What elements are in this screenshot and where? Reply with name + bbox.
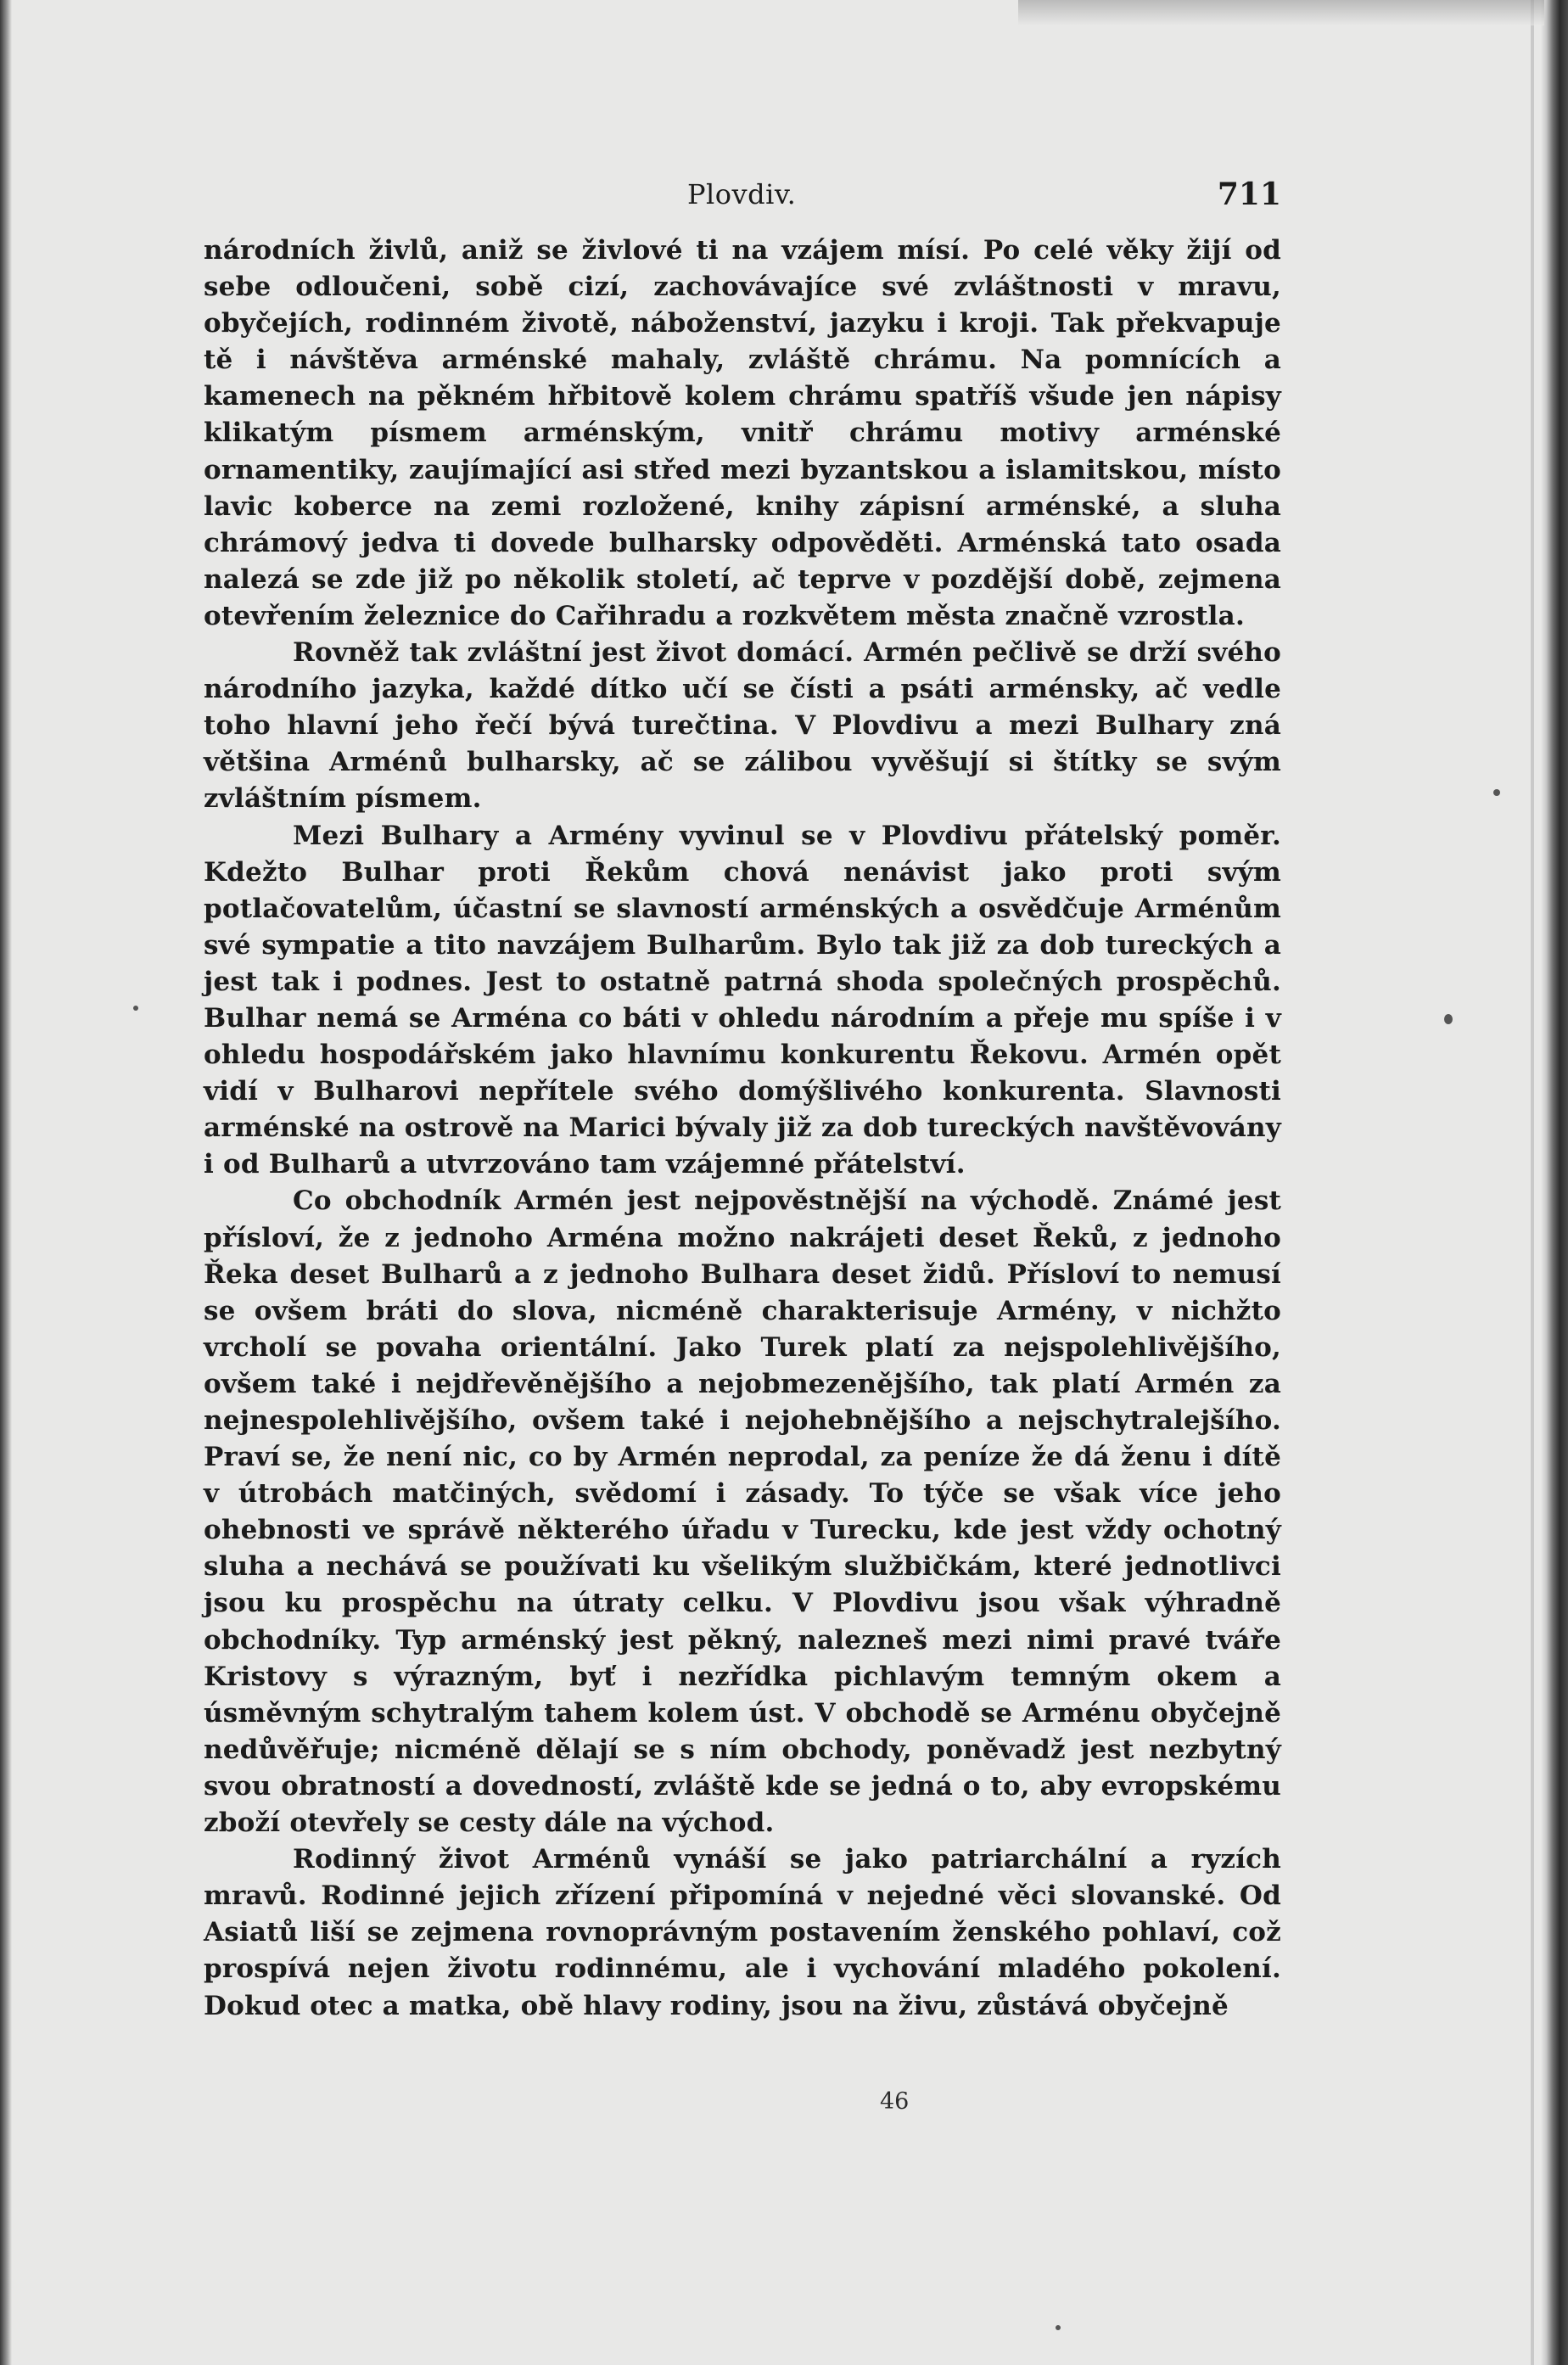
right-page-edge (1541, 0, 1568, 2365)
paragraph: Rovněž tak zvláštní jest život domácí. Armén pečlivě se drží svého národního jazyka, každé dítko učí se čísti a psáti arménsky, ač vedle toho hlavní jeho řečí bývá turečtina. V Plovdivu a mezi Bulhary zná většina Arménů bulharsky, ač se zálibou vyvěšují si štítky se svým zvláštním písmem. (204, 637, 1281, 815)
page-header (204, 170, 1281, 233)
paragraph: národních živlů, aniž se živlové ti na vzájem mísí. Po celé věky žijí od sebe odloučeni, sobě cizí, zachovávajíce své zvláštnosti v mravu, obyčejích, rodinném životě, náboženství, jazyku i kroji. Tak překvapuje tě i návštěva arménské mahaly, zvláště chrámu. Na pomnících a kamenech na pěkném hřbitově kolem chrámu spatříš všude jen nápisy klikatým písmem arménským, vnitř chrámu motivy arménské ornamentiky, zaujímající asi střed mezi byzantskou a islamitskou, místo lavic koberce na zemi rozložené, knihy zápisní arménské, a sluha chrámový jedva ti dovede bulharsky odpověděti. Arménská tato osada nalezá se zde již po několik století, ač teprve v pozdější době, zejmena otevřením železnice do Cařihradu a rozkvětem města značně vzrostla. (204, 235, 1281, 631)
paragraph: Rodinný život Arménů vynáší se jako patriarchální a ryzích mravů. Rodinné jejich zřízení připomíná v nejedné věci slovanské. Od Asiatů liší se zejmena rovnoprávným postavením ženského pohlaví, což prospívá nejen životu rodinnému, ale i vychování mladého pokolení. Dokud otec a matka, obě hlavy rodiny, jsou na živu, zůstává obyčejně (204, 1844, 1281, 2021)
page-content (204, 170, 1281, 2025)
body-text (204, 233, 1281, 2025)
signature-mark: 46 (880, 2088, 910, 2115)
running-head: Plovdiv. (687, 178, 797, 210)
speck-mark (1493, 789, 1500, 796)
right-edge-streak (1531, 0, 1534, 2365)
page-number: 711 (1217, 177, 1281, 212)
paragraph: Mezi Bulhary a Armény vyvinul se v Plovdivu přátelský poměr. Kdežto Bulhar proti Řekům chová nenávist jako proti svým potlačovatelům, účastní se slavností arménských a osvědčuje Arménům své sympatie a tito navzájem Bulharům. Bylo tak již za dob tureckých a jest tak i podnes. Jest to ostatně patrná shoda společných prospěchů. Bulhar nemá se Arména co báti v ohledu národním a přeje mu spíše i v ohledu hospodářském jako hlavnímu konkurentu Řekovu. Armén opět vidí v Bulharovi nepřítele svého domýšlivého konkurenta. Slavnosti arménské na ostrově na Marici bývaly již za dob tureckých navštěvovány i od Bulharů a utvrzováno tam vzájemné přátelství. (204, 820, 1281, 1180)
speck-mark (1056, 2325, 1061, 2330)
speck-mark (133, 1006, 138, 1011)
speck-mark (1444, 1014, 1453, 1024)
paragraph: Co obchodník Armén jest nejpověstnější na východě. Známé jest přísloví, že z jednoho Arména možno nakrájeti deset Řeků, z jednoho Řeka deset Bulharů a z jednoho Bulhara deset židů. Přísloví to nemusí se ovšem bráti do slova, nicméně charakterisuje Armény, v nichžto vrcholí se povaha orientální. Jako Turek platí za nejspolehlivějšího, ovšem také i nejdřevěnějšího a nejobmezenějšího, tak platí Armén za nejnespolehlivějšího, ovšem také i nejohebnějšího a nejschytralejšího. Praví se, že není nic, co by Armén neprodal, za peníze že dá ženu i dítě v útrobách matčiných, svědomí i zásady. To týče se však více jeho ohebnosti ve správě některého úřadu v Turecku, kde jest vždy ochotný sluha a nechává se používati ku všelikým službičkám, které jednotlivci jsou ku prospěchu na útraty celku. V Plovdivu jsou však výhradně obchodníky. Typ arménský jest pěkný, nalezneš mezi nimi pravé tváře Kristovy s výrazným, byť i nezřídka pichlavým temným okem a úsměvným schytralým tahem kolem úst. V obchodě se Arménu obyčejně nedůvěřuje; nicméně dělají se s ním obchody, poněvadž jest nezbytný svou obratností a dovedností, zvláště kde se jedná o to, aby evropskému zboží otevřely se cesty dále na východ. (204, 1185, 1281, 1839)
left-binding-shadow (0, 0, 12, 2365)
top-edge-shadow (1018, 0, 1544, 25)
